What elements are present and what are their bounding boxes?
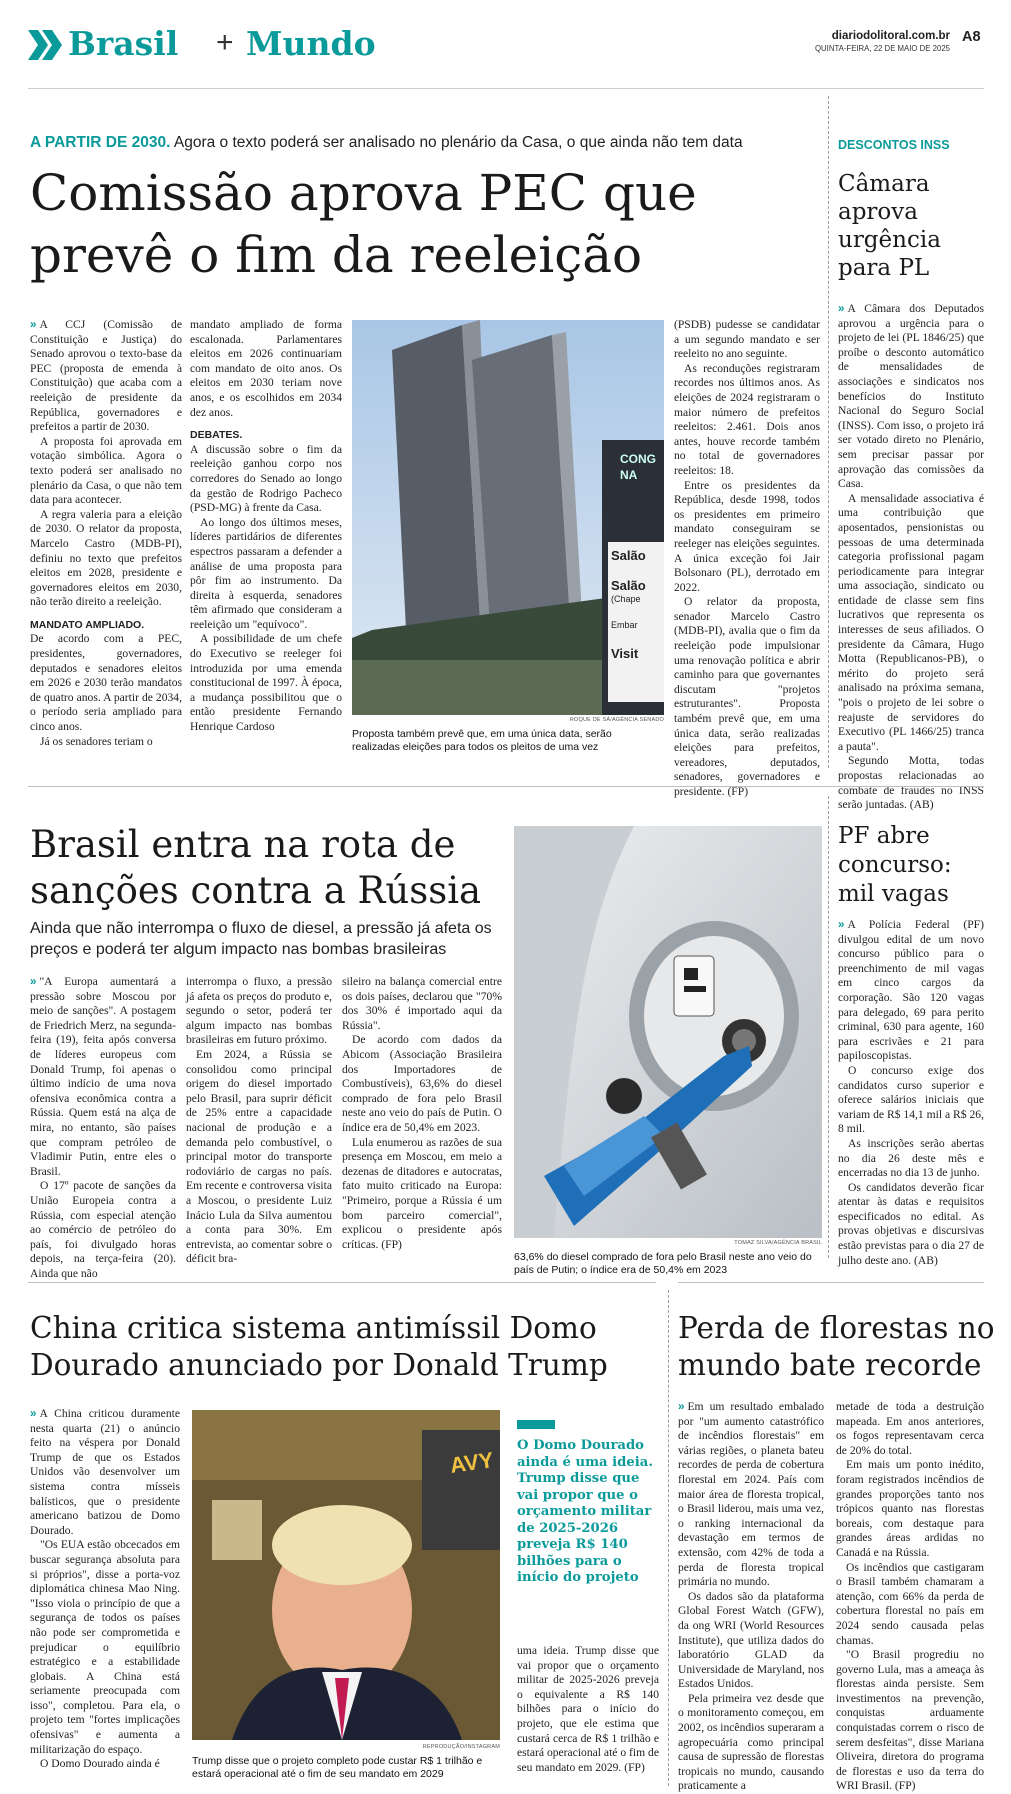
- section-rule-1: [28, 786, 984, 787]
- section-header: [28, 24, 428, 64]
- article1-kicker: A PARTIR DE 2030.: [30, 134, 171, 151]
- article1-photo-caption: Proposta também prevê que, em uma única data, serão realizadas eleições para todos os pleitos de uma vez: [352, 728, 612, 753]
- sidebar1-kicker: DESCONTOS INSS: [838, 138, 950, 152]
- article3-headline-line2: Dourado anunciado por Donald Trump: [30, 1348, 608, 1382]
- article2-col2: interrompa o fluxo, a pressão já afeta os preços do produto e, segundo o setor, poderá ter algum impacto nas bombas brasileiras em futuro próximo. Em 2024, a Rússia se consolidou como principal origem do diesel importado pelo Brasil, para suprir déficit de 25% entre a capacidade nacional de produção e a demanda pelo combustível, o principal motor do transporte rodoviário de cargas no país. Em recente e controversa visita a Moscou, o presidente Luiz Inácio Lula da Silva aumentou a conta para 30%. Em entrevista, ao comentar sobre o déficit bra-: [186, 975, 332, 1266]
- paragraph-marker-icon: »: [838, 302, 845, 315]
- sidebar1-body: » A Câmara dos Deputados aprovou a urgência para o projeto de lei (PL 1846/25) que proíbe o desconto automático de mensalidades de associações e sindicatos nos benefícios do Instituto Nacional do Seguro Social (INSS). Com isso, o projeto irá ser votado direto no Plenário, sem precisar passar por aprovação das comissões da Casa. A mensalidade associativa é uma contribuição que aposentados, pensionistas ou pessoas de uma determinada categoria profissional pagam periodicamente para integrar uma associação, sindicato ou entidade de classe sem fins lucrativos que representa os interesses de seus afiliados. O presidente da Câmara, Hugo Motta (Republicanos-PB), o mérito do projeto será analisado na próxima semana, "pois o projeto de lei sobre o reajuste de servidores do Executivo (PL 1466/25) tranca a pauta". Segundo Motta, todas propostas relacionadas ao combate de fraudes no INSS serão juntadas. (AB): [838, 302, 984, 812]
- article4-headline: [678, 1310, 995, 1384]
- paragraph-marker-icon: »: [838, 918, 845, 931]
- article2-headline: [30, 822, 510, 914]
- article3-headline: [30, 1310, 660, 1384]
- article3-photo-caption: Trump disse que o projeto completo pode custar R$ 1 trilhão e estará operacional até o fim de seu mandato em 2029: [192, 1755, 483, 1780]
- photo-sign-5: (Chape: [611, 594, 641, 604]
- sidebar-divider: [828, 96, 829, 768]
- paragraph-marker-icon: »: [678, 1400, 685, 1413]
- pullquote-bar: [517, 1420, 555, 1429]
- bottom-divider: [668, 1290, 669, 1786]
- paragraph-marker-icon: »: [30, 318, 37, 331]
- article4-col2: metade de toda a destruição mapeada. Em anos anteriores, os fogos representavam cerca de 20% do total. Em mais um ponto inédito, foram registrados incêndios de grandes proporções tanto nos trópicos quanto nas florestas boreais, com destaque para grandes áreas ardidas no Canadá e na Rússia. Os incêndios que castigaram o Brasil também chamaram a atenção, com 66% da perda de cobertura florestal no país em 2024 sendo causada pelas chamas. "O Brasil progrediu no governo Lula, mas a ameaça às florestas ainda persiste. Sem investimentos na prevenção, conquistas arduamente conquistadas correm o risco de serem desfeitas", disse Mariana Oliveira, diretora do programa de florestas e uso da terra do WRI Brasil. (FP): [836, 1400, 984, 1793]
- sidebar2-body: » A Polícia Federal (PF) divulgou edital de um novo concurso público para o preenchimento de mil vagas em cinco cargos da corporação. São 120 vagas para delegado, 69 para perito criminal, 630 para agente, 160 para escrivães e 21 para papiloscopistas. O concurso exige dos candidatos curso superior e oferece salários iniciais que variam de R$ 14,1 mil a R$ 26, 8 mil. As inscrições serão abertas no dia 26 deste mês e encerradas no dia 13 de junho. Os candidatos deverão ficar atentar às datas e requisitos especificados no edital. As provas objetivas e discursivas estão previstas para o dia 27 de julho deste ano. (AB): [838, 918, 984, 1267]
- photo-sign-1: CONG: [620, 452, 656, 466]
- article2-photo: [514, 826, 822, 1238]
- section-title-left: Brasil: [68, 24, 179, 63]
- article4-col1: » Em um resultado embalado por "um aumento catastrófico de incêndios florestais" em várias regiões, o planeta bateu recordes de perda de cobertura florestal em 2024. País com maior área de floresta tropical, o Brasil liderou, mais uma vez, o ranking internacional da devastação em termos de extensão, com 42% de toda a perda de floresta tropical primária no mundo. Os dados são da plataforma Global Forest Watch (GFW), da ong WRI (World Resources Institute), que utiliza dados do laboratório GLAD da Universidade de Maryland, nos Estados Unidos. Pela primeira vez desde que o monitoramento começou, em 2002, os incêndios superaram a agropecuária como principal causa de supressão de florestas tropicais no mundo, causando praticamente a: [678, 1400, 824, 1793]
- article1-headline-line1: Comissão aprova PEC que: [30, 164, 697, 222]
- article3-col3: uma ideia. Trump disse que vai propor que o orçamento militar de 2025-2026 preveja o equivalente a R$ 140 bilhões para o início do projeto, que ele estima que custará cerca de R$ 1 trilhão e estará operacional até o fim de seu mandato em 2029. (FP): [517, 1644, 659, 1774]
- subhead-mandato: MANDATO AMPLIADO.: [30, 618, 145, 631]
- sidebar1-title: Câmara aprova urgência para PL: [838, 171, 941, 281]
- section-rule-3: [678, 1282, 984, 1283]
- photo-sign-3: Salão: [611, 548, 646, 563]
- article1-kicker-rest: Agora o texto poderá ser analisado no plenário da Casa, o que ainda não tem data: [173, 134, 743, 151]
- article1-photo-credit: ROQUE DE SÁ/AGÊNCIA SENADO: [569, 717, 664, 723]
- photo-sign-navy: AVY: [448, 1447, 496, 1478]
- article2-headline-line2: sanções contra a Rússia: [30, 869, 482, 912]
- section-title-right: Mundo: [246, 24, 376, 63]
- article3-col1: » A China criticou duramente nesta quarta (21) o anúncio feito na véspera por Donald Trump de que os Estados Unidos vão desenvolver um sistema contra mísseis balísticos, que o presidente americano batizou de Domo Dourado. "Os EUA estão obcecados em buscar segurança absoluta para si próprios", disse a porta-voz diplomática chinesa Mao Ning. "Isso viola o princípio de que a segurança de todos os países não pode ser comprometida e prejudicar o equilíbrio estratégico e a estabilidade globais. A China está seriamente preocupada com isso", completou. Para ela, o projeto tem "fortes implicações ofensivas" e aumenta a militarização do espaço. O Domo Dourado ainda é: [30, 1407, 180, 1771]
- sidebar-divider-2: [828, 796, 829, 1258]
- article2-photo-credit: TOMAZ SILVA/AGÊNCIA BRASIL: [734, 1240, 822, 1246]
- article3-pullquote: O Domo Dourado ainda é uma ideia. Trump disse que vai propor que o orçamento militar de 2025-2026 preveja R$ 140 bilhões para o início do projeto: [517, 1438, 653, 1585]
- header-rule: [28, 88, 984, 89]
- subhead-debates: DEBATES.: [190, 429, 243, 442]
- article3-photo: [192, 1410, 500, 1740]
- article1-kicker-line: [30, 134, 820, 152]
- photo-sign-4: Salão: [611, 578, 646, 593]
- sidebar2-title: PF abre concurso: mil vagas: [838, 823, 952, 907]
- double-chevron-icon: [28, 30, 64, 60]
- article3-headline-line1: China critica sistema antimíssil Domo: [30, 1311, 597, 1345]
- section-title-plus: +: [216, 26, 234, 59]
- issue-date: QUINTA-FEIRA, 22 DE MAIO DE 2025: [814, 44, 950, 53]
- article1-col3: (PSDB) pudesse se candidatar a um segundo mandato e ser reeleito no ano seguinte. As reconduções registraram recordes nos últimos anos. As eleições de 2024 registraram o maior número de prefeitos reeleitos: 2.461. Dois anos antes, houve recorde também no total de governadores reeleitos: 18. Entre os presidentes da República, desde 1998, todos os presidentes em primeiro mandato conseguiram se reeleger nas eleições seguintes. A única exceção foi Jair Bolsonaro (PL), derrotado em 2022. O relator da proposta, senador Marcelo Castro (MDB-PI), avalia que o fim da reeleição pode impulsionar uma renovação política e abrir caminho para que governantes discutam "projetos estruturantes". Proposta também prevê que, em uma única data, serão realizadas eleições para prefeitos, vereadores, deputados, senadores, governadores e presidente. (FP): [674, 318, 820, 798]
- photo-sign-2: NA: [620, 468, 638, 482]
- article2-photo-caption: 63,6% do diesel comprado de fora pelo Brasil neste ano veio do país de Putin; o índice era de 50,4% em 2023: [514, 1251, 812, 1276]
- photo-sign-7: Visit: [611, 646, 639, 661]
- article2-deck: Ainda que não interrompa o fluxo de diesel, a pressão já afeta os preços e poderá ter algum impacto nas bombas brasileiras: [30, 920, 492, 958]
- article4-headline-line1: Perda de florestas no: [678, 1311, 995, 1345]
- article2-headline-line1: Brasil entra na rota de: [30, 823, 456, 866]
- photo-sign-6: Embar: [611, 620, 638, 630]
- article2-col3: sileiro na balança comercial entre os dois países, declarou que "70% dos 30% é importado aqui da Rússia". De acordo com dados da Abicom (Associação Brasileira dos Importadores de Combustíveis), 63,6% do diesel comprado de fora pelo Brasil neste ano veio do país de Putin. O índice era de 50,4% em 2023. Lula enumerou as razões de sua presença em Moscou, em meio a dezenas de ditadores e autocratas, fato muito criticado na Europa: "Primeiro, porque a Rússia é um bom parceiro comercial", explicou o presidente após críticas. (FP): [342, 975, 502, 1251]
- article1-photo: [352, 320, 664, 715]
- paragraph-marker-icon: »: [30, 975, 37, 988]
- paragraph-marker-icon: »: [30, 1407, 37, 1420]
- article2-col1: » "A Europa aumentará a pressão sobre Moscou por meio de sanções". A postagem de Friedrich Merz, na segunda-feira (19), feita após conversa de líderes europeus com Donald Trump, foi apenas o último indício de uma nova ofensiva econômica contra a Rússia. Quem está na alça de mira, no entanto, são países que compram petróleo de Vladimir Putin, entre eles o Brasil. O 17º pacote de sanções da União Europeia contra a Rússia, com especial atenção ao comércio de petróleo do país, foi divulgado horas depois, na terça-feira (20). Ainda que não: [30, 975, 176, 1280]
- article4-headline-line2: mundo bate recorde: [678, 1348, 982, 1382]
- section-rule-2: [28, 1282, 656, 1283]
- article1-headline-line2: prevê o fim da reeleição: [30, 226, 643, 284]
- page-number: A8: [962, 29, 981, 45]
- article1-col1: » A CCJ (Comissão de Constituição e Justiça) do Senado aprovou o texto-base da PEC (proposta de emenda à Constituição) que acaba com a reeleição de presidente da República, governadores e prefeitos a partir de 2030. A proposta foi aprovada em votação simbólica. Agora o texto poderá ser analisado no plenário da Casa, o que não tem data para acontecer. A regra valeria para a eleição de 2030. O relator da proposta, Marcelo Castro (MDB-PI), definiu no texto que prefeitos eleitos em 2028, presidente e governadores eleitos em 2030, não terão direito a reeleição. MANDATO AMPLIADO. De acordo com a PEC, presidentes, governadores, deputados e senadores eleitos em 2026 e 2030 terão mandatos de quatro anos. A partir de 2034, o período seria ampliado para cinco anos. Já os senadores teriam o: [30, 318, 182, 748]
- article1-col2: mandato ampliado de forma escalonada. Parlamentares eleitos em 2026 continuariam com mandato de oito anos. Os eleitos em 2030 teriam nove anos, e os escolhidos em 2034 dez anos. DEBATES. A discussão sobre o fim da reeleição ganhou corpo nos corredores do Senado ao longo da gestão de Rodrigo Pacheco (PSD-MG) à frente da Casa. Ao longo dos últimos meses, líderes partidários de diferentes espectros passaram a defender a análise de uma proposta para pôr fim ao instrumento. Da direita à esquerda, senadores têm afirmado que consideram a reeleição um "equívoco". A possibilidade de um chefe do Executivo se reeleger foi introduzida por uma emenda constitucional de 1997. À época, a mudança possibilitou que o então presidente Fernando Henrique Cardoso: [190, 318, 342, 734]
- fuel-nozzle-illustration: [514, 826, 822, 1238]
- site-url[interactable]: diariodolitoral.com.br: [831, 30, 950, 42]
- article1-headline: [30, 162, 820, 286]
- article3-photo-credit: REPRODUÇÃO/INSTAGRAM: [422, 1744, 500, 1750]
